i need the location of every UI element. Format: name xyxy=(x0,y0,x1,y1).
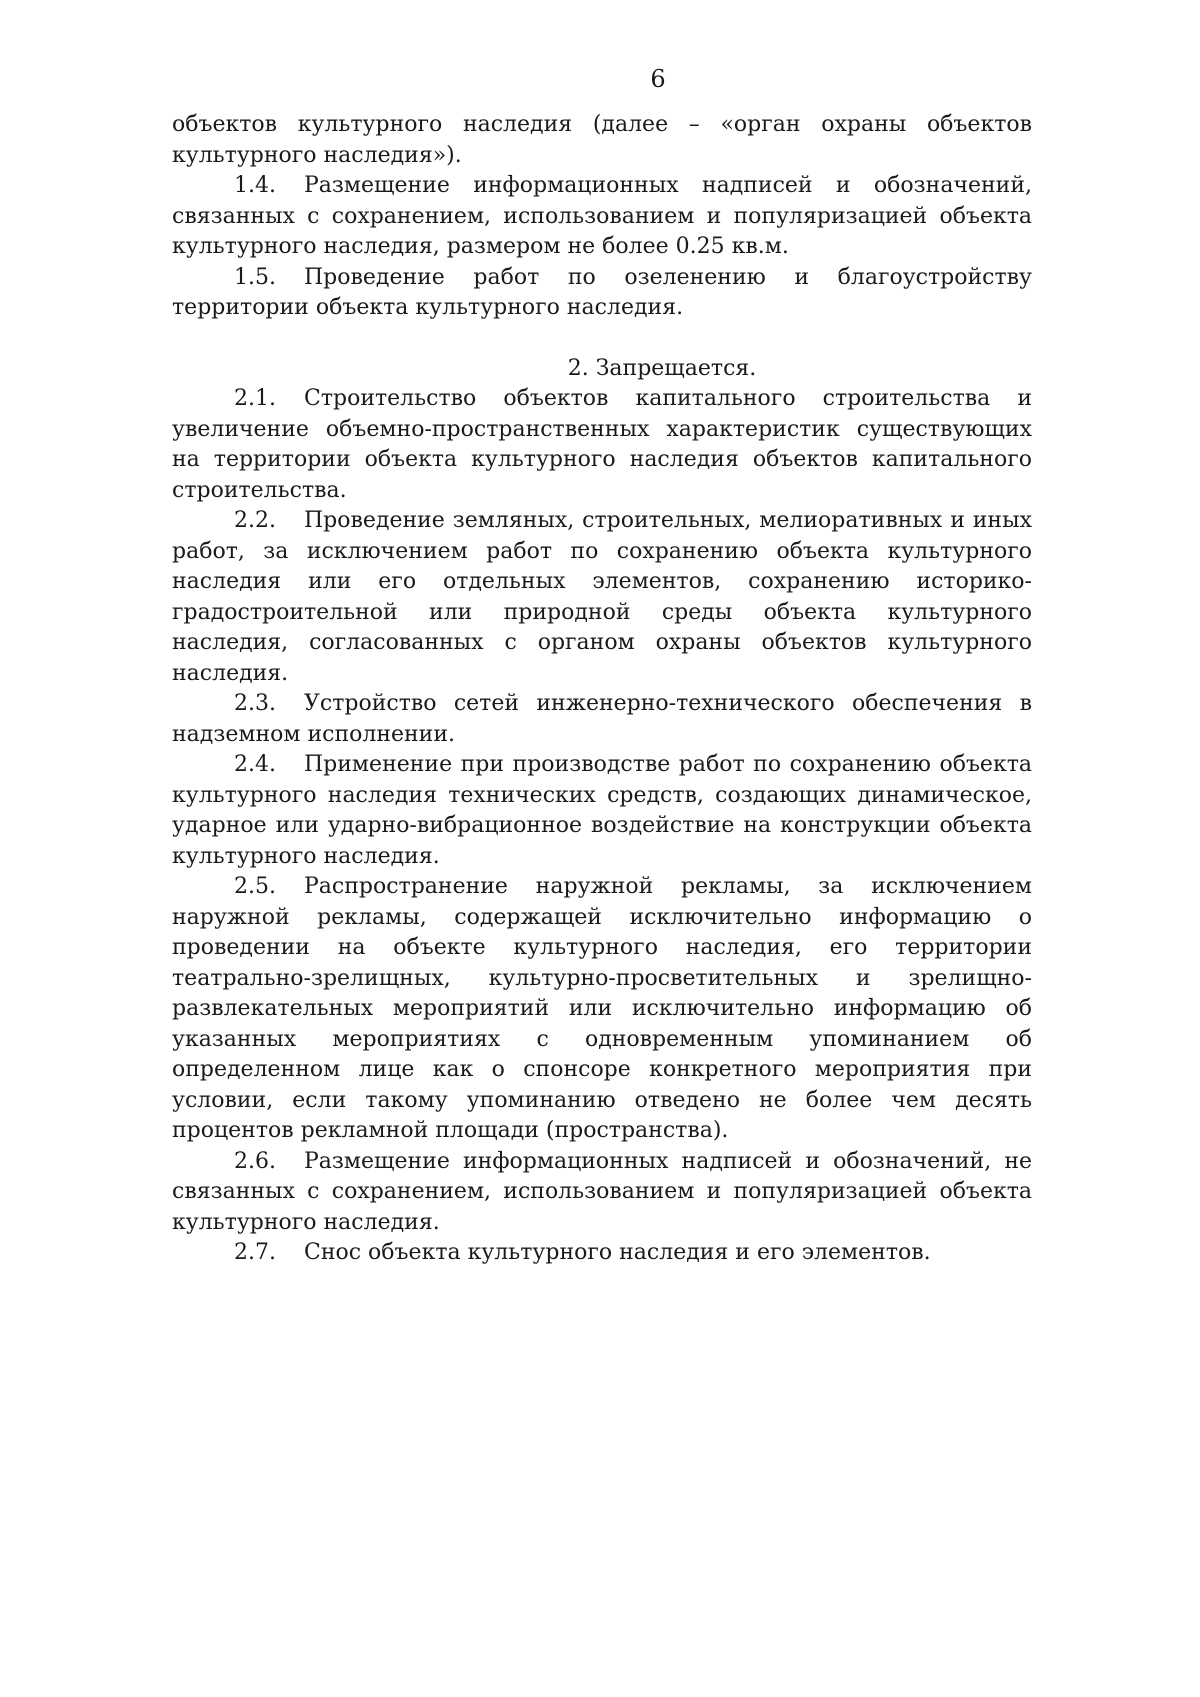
item-number: 2.6. xyxy=(234,1148,276,1174)
item-2-3 xyxy=(172,689,1032,750)
item-text: Размещение информационных надписей и обозначений, не связанных с сохранением, использованием и популяризацией объекта культурного наследия. xyxy=(172,1148,1032,1235)
page-number: 6 xyxy=(650,65,666,93)
document-body xyxy=(172,110,1032,1269)
item-2-4 xyxy=(172,750,1032,872)
intro-paragraph: объектов культурного наследия (далее – «орган охраны объектов культурного наследия»). xyxy=(172,112,1032,168)
item-1-5 xyxy=(172,263,1032,324)
item-number: 1.4. xyxy=(234,173,276,198)
item-2-6 xyxy=(172,1147,1032,1239)
item-text: Распространение наружной рекламы, за исключением наружной рекламы, содержащей исключительно информацию о проведении на объекте культурного наследия, его территории театрально-зрелищных, культурно-просветительных и зрелищно-развлекательных мероприятий или исключительно информацию об указанных мероприятиях с одновременным упоминанием об определенном лице как о спонсоре конкретного мероприятия при условии, если такому упоминанию отведено не более чем десять процентов рекламной площади (пространства). xyxy=(172,874,1032,1143)
item-2-5 xyxy=(172,872,1032,1147)
item-number: 2.7. xyxy=(234,1240,276,1265)
item-text: Проведение земляных, строительных, мелиоративных и иных работ, за исключением работ по сохранению объекта культурного наследия или его отдельных элементов, сохранению историко-градостроительной или природной среды объекта культурного наследия, согласованных с органом охраны объектов культурного наследия. xyxy=(172,508,1032,686)
item-number: 2.2. xyxy=(234,508,276,533)
item-2-7 xyxy=(172,1238,1032,1269)
item-1-4 xyxy=(172,171,1032,263)
item-text: Строительство объектов капитального строительства и увеличение объемно-пространственных характеристик существующих на территории объекта культурного наследия объектов капитального строительства. xyxy=(172,386,1032,503)
item-number: 1.5. xyxy=(234,264,276,290)
item-number: 2.5. xyxy=(234,874,276,899)
item-2-1 xyxy=(172,384,1032,506)
item-text: Снос объекта культурного наследия и его элементов. xyxy=(304,1240,931,1265)
section-heading: 2. Запрещается. xyxy=(567,355,757,381)
item-text: Размещение информационных надписей и обозначений, связанных с сохранением, использованием и популяризацией объекта культурного наследия, размером не более 0.25 кв.м. xyxy=(172,173,1032,259)
item-number: 2.1. xyxy=(234,386,276,411)
item-text: Применение при производстве работ по сохранению объекта культурного наследия технических средств, создающих динамическое, ударное или ударно-вибрационное воздействие на конструкции объекта культурного наследия. xyxy=(172,752,1032,869)
item-2-2 xyxy=(172,506,1032,689)
item-text: Устройство сетей инженерно-технического обеспечения в надземном исполнении. xyxy=(172,691,1032,747)
item-text: Проведение работ по озеленению и благоустройству территории объекта культурного наследия. xyxy=(172,264,1032,320)
item-number: 2.4. xyxy=(234,752,276,777)
item-number: 2.3. xyxy=(234,691,276,716)
